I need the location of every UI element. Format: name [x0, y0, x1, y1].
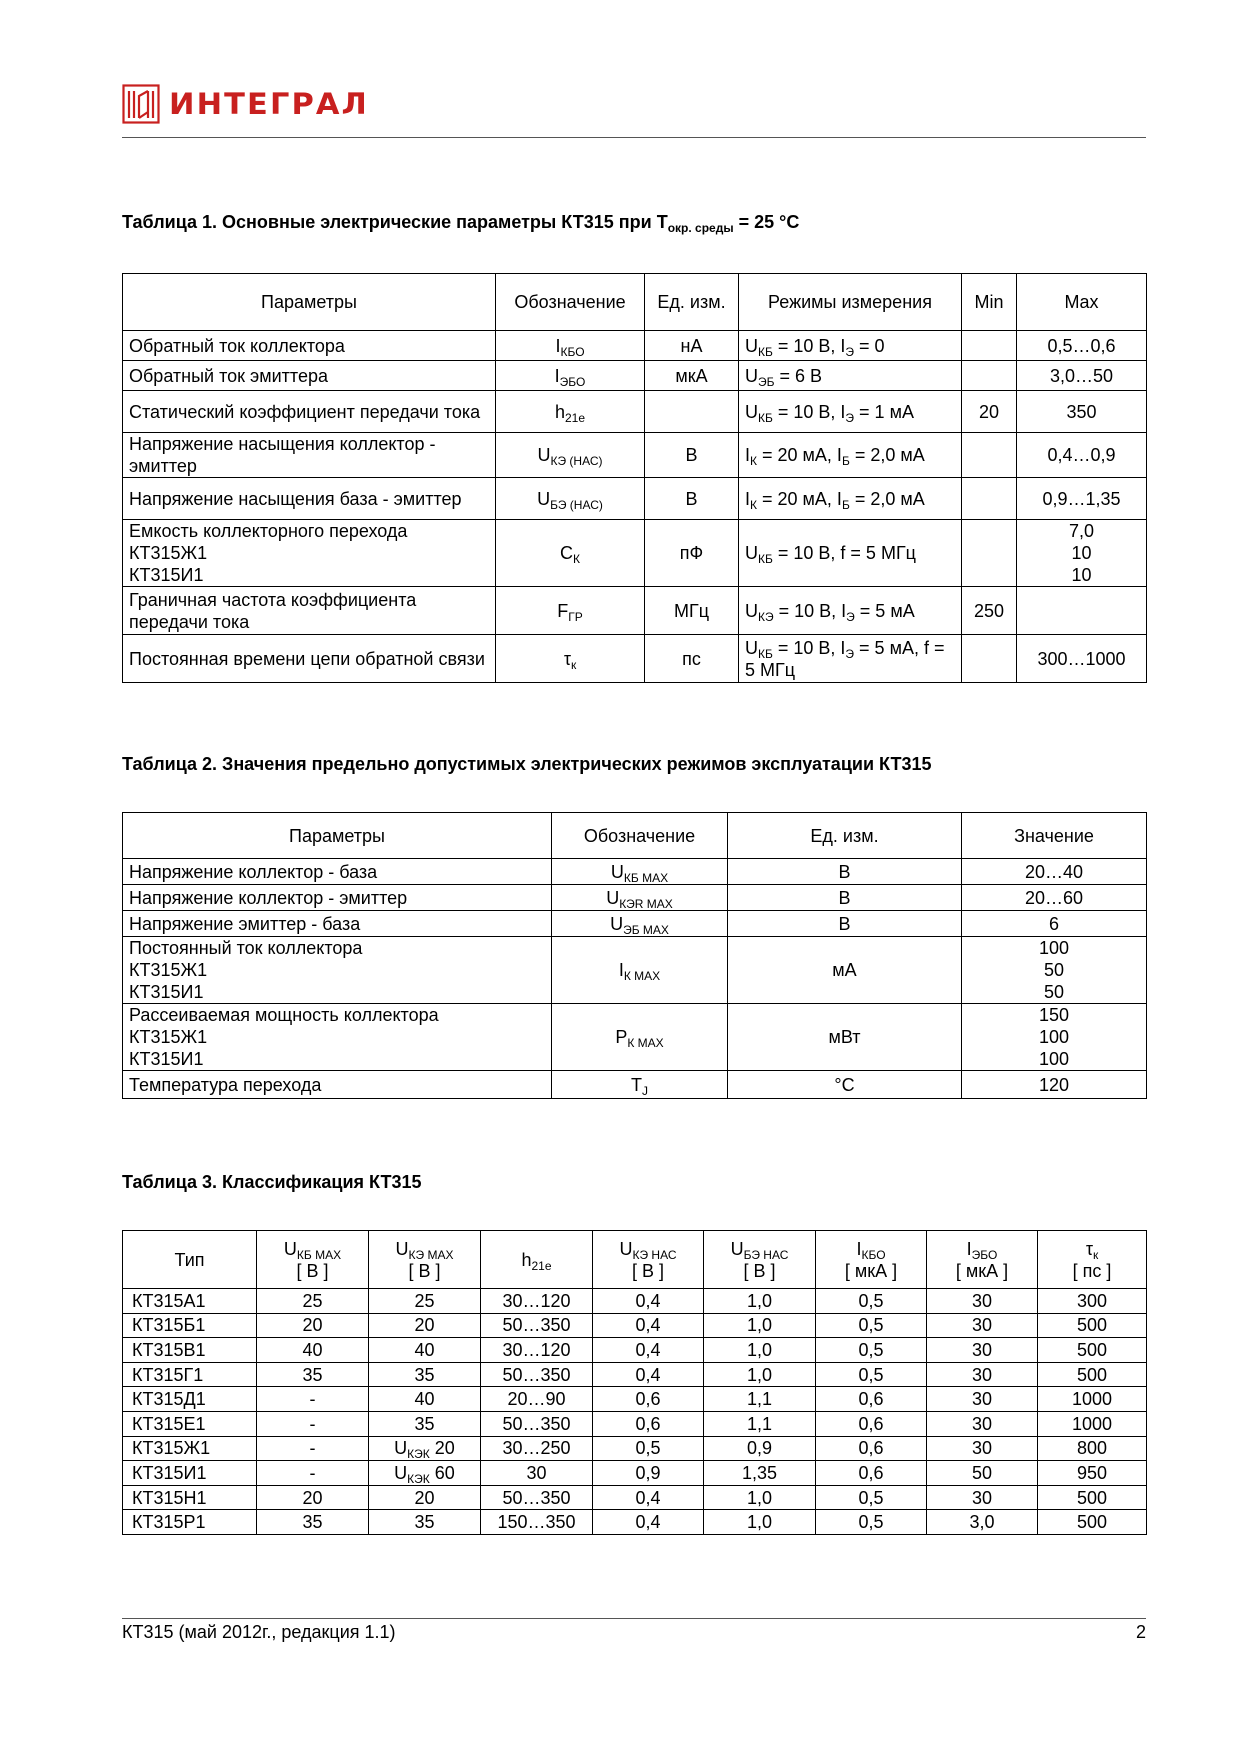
value-cell: 35	[369, 1411, 481, 1436]
value-cell: 500	[1038, 1362, 1147, 1387]
table-header-row	[123, 1231, 1147, 1289]
table2-caption: Таблица 2. Значения предельно допустимых электрических режимов эксплуатации КТ315	[122, 754, 932, 774]
table-row	[123, 520, 1147, 587]
value-cell: 1,1	[704, 1411, 816, 1436]
header-col-0: Тип	[123, 1231, 257, 1289]
min-cell	[962, 478, 1017, 520]
header-param: Параметры	[123, 274, 496, 331]
param-cell: Обратный ток коллектора	[123, 331, 496, 361]
table-row	[123, 911, 1147, 937]
symbol-cell: $F_{ГР}$	[496, 587, 645, 635]
unit-cell: В	[728, 885, 962, 911]
value-cell: -	[257, 1436, 369, 1461]
unit-cell: мВт	[728, 1004, 962, 1071]
value-cell: 1,0	[704, 1338, 816, 1363]
min-cell	[962, 520, 1017, 587]
mode-cell: $U_{ЭБ} = 6$ В	[739, 361, 962, 391]
value-cell: 0,5	[816, 1362, 927, 1387]
value-cell: 30…250	[481, 1436, 593, 1461]
logo-text: ИНТЕГРАЛ	[169, 87, 369, 121]
symbol-cell: $C_К$	[496, 520, 645, 587]
value-cell: 100 50 50	[962, 937, 1147, 1004]
max-cell: 0,9…1,35	[1017, 478, 1147, 520]
param-cell: Постоянная времени цепи обратной связи	[123, 635, 496, 683]
type-cell: КТ315Б1	[123, 1313, 257, 1338]
param-cell: Обратный ток эмиттера	[123, 361, 496, 391]
value-cell: 0,5	[816, 1510, 927, 1535]
value-cell: 35	[257, 1510, 369, 1535]
value-cell: 0,6	[816, 1436, 927, 1461]
symbol-cell: $P_{К MAX}$	[552, 1004, 728, 1071]
footer-divider	[122, 1618, 1146, 1619]
unit-cell: мА	[728, 937, 962, 1004]
table-row	[123, 1289, 1147, 1314]
type-cell: КТ315Д1	[123, 1387, 257, 1412]
max-cell: 0,5…0,6	[1017, 331, 1147, 361]
mode-cell: $U_{КБ} = 10$ В, $I_Э = 1$ мА	[739, 391, 962, 433]
max-cell: 350	[1017, 391, 1147, 433]
value-cell: 30	[927, 1387, 1038, 1412]
param-cell: Напряжение насыщения коллектор - эмиттер	[123, 433, 496, 478]
value-cell: 30	[927, 1313, 1038, 1338]
value-cell: 20…40	[962, 859, 1147, 885]
value-cell: 3,0	[927, 1510, 1038, 1535]
value-cell: 500	[1038, 1510, 1147, 1535]
value-cell: 120	[962, 1071, 1147, 1099]
value-cell: 25	[257, 1289, 369, 1314]
symbol-cell: $U_{КЭ (НАС)}$	[496, 433, 645, 478]
unit-cell: пФ	[645, 520, 739, 587]
header-symbol: Обозначение	[552, 813, 728, 859]
param-cell: Напряжение коллектор - база	[123, 859, 552, 885]
header-divider	[122, 137, 1146, 138]
symbol-cell: $h_{21e}$	[496, 391, 645, 433]
value-cell: 0,5	[816, 1485, 927, 1510]
type-cell: КТ315Р1	[123, 1510, 257, 1535]
param-cell: Температура перехода	[123, 1071, 552, 1099]
value-cell: 30	[481, 1461, 593, 1486]
value-cell: 20…90	[481, 1387, 593, 1412]
header-min: Min	[962, 274, 1017, 331]
param-cell: Емкость коллекторного перехода КТ315Ж1 КТ315И1	[123, 520, 496, 587]
mode-cell: $I_К = 20$ мА, $I_Б = 2,0$ мА	[739, 433, 962, 478]
unit-cell: пс	[645, 635, 739, 683]
unit-cell: В	[645, 478, 739, 520]
header-max: Max	[1017, 274, 1147, 331]
page-number: 2	[1135, 1622, 1146, 1642]
value-cell: 0,4	[593, 1510, 704, 1535]
symbol-cell: $U_{КЭR MAX}$	[552, 885, 728, 911]
value-cell: 20…60	[962, 885, 1147, 911]
table-row	[123, 391, 1147, 433]
header-param: Параметры	[123, 813, 552, 859]
table-row	[123, 1510, 1147, 1535]
value-cell: 0,4	[593, 1313, 704, 1338]
header-col-6: $I_{КБО}$ [ мкА ]	[816, 1231, 927, 1289]
table-row	[123, 1387, 1147, 1412]
value-cell: 6	[962, 911, 1147, 937]
value-cell: 500	[1038, 1338, 1147, 1363]
param-cell: Рассеиваемая мощность коллектора КТ315Ж1 КТ315И1	[123, 1004, 552, 1071]
table-row	[123, 433, 1147, 478]
value-cell: 1,35	[704, 1461, 816, 1486]
value-cell: 500	[1038, 1313, 1147, 1338]
symbol-cell: $U_{ЭБ MAX}$	[552, 911, 728, 937]
value-cell: 1,0	[704, 1362, 816, 1387]
value-cell: 20	[369, 1485, 481, 1510]
table-row	[123, 1436, 1147, 1461]
value-cell: 50…350	[481, 1362, 593, 1387]
symbol-cell: $I_{ЭБО}$	[496, 361, 645, 391]
value-cell: 40	[369, 1387, 481, 1412]
table-row	[123, 1313, 1147, 1338]
param-cell: Напряжение насыщения база - эмиттер	[123, 478, 496, 520]
value-cell: 1,1	[704, 1387, 816, 1412]
min-cell	[962, 433, 1017, 478]
value-cell: 20	[257, 1313, 369, 1338]
footer-document-info: КТ315 (май 2012г., редакция 1.1)	[122, 1622, 396, 1642]
min-cell	[962, 635, 1017, 683]
min-cell	[962, 331, 1017, 361]
value-cell: 0,4	[593, 1338, 704, 1363]
value-cell: 0,6	[816, 1387, 927, 1412]
value-cell: -	[257, 1461, 369, 1486]
param-cell: Постоянный ток коллектора КТ315Ж1 КТ315И1	[123, 937, 552, 1004]
max-cell	[1017, 587, 1147, 635]
param-cell: Граничная частота коэффициента передачи тока	[123, 587, 496, 635]
table-classification	[122, 1230, 1147, 1535]
value-cell: 35	[257, 1362, 369, 1387]
value-cell: 0,4	[593, 1289, 704, 1314]
unit-cell: нА	[645, 331, 739, 361]
unit-cell	[645, 391, 739, 433]
type-cell: КТ315Е1	[123, 1411, 257, 1436]
value-cell: 20	[369, 1313, 481, 1338]
value-cell: 50…350	[481, 1485, 593, 1510]
header-unit: Ед. изм.	[728, 813, 962, 859]
table-header-row	[123, 813, 1147, 859]
value-cell: 0,9	[593, 1461, 704, 1486]
mode-cell: $U_{КЭ} = 10$ В, $I_Э = 5$ мА	[739, 587, 962, 635]
value-cell: -	[257, 1411, 369, 1436]
mode-cell: $U_{КБ} = 10$ В, $I_Э = 5$ мА, f = 5 МГц	[739, 635, 962, 683]
value-cell: 150 100 100	[962, 1004, 1147, 1071]
value-cell: $U_{КЭК}$ 60	[369, 1461, 481, 1486]
value-cell: 0,5	[816, 1338, 927, 1363]
param-cell: Статический коэффициент передачи тока	[123, 391, 496, 433]
header-symbol: Обозначение	[496, 274, 645, 331]
value-cell: 0,4	[593, 1485, 704, 1510]
value-cell: 0,5	[593, 1436, 704, 1461]
table-electrical-parameters	[122, 273, 1147, 683]
table-row	[123, 1338, 1147, 1363]
table-row	[123, 635, 1147, 683]
value-cell: 25	[369, 1289, 481, 1314]
param-cell: Напряжение коллектор - эмиттер	[123, 885, 552, 911]
integral-logo-icon	[122, 84, 160, 124]
value-cell: $U_{КЭК}$ 20	[369, 1436, 481, 1461]
symbol-cell: $U_{КБ MAX}$	[552, 859, 728, 885]
unit-cell: °C	[728, 1071, 962, 1099]
table-row	[123, 1071, 1147, 1099]
min-cell: 250	[962, 587, 1017, 635]
symbol-cell: $\tau_к$	[496, 635, 645, 683]
value-cell: 0,6	[593, 1387, 704, 1412]
unit-cell: В	[645, 433, 739, 478]
value-cell: 0,6	[816, 1461, 927, 1486]
unit-cell: В	[728, 859, 962, 885]
table-row	[123, 937, 1147, 1004]
value-cell: 30…120	[481, 1289, 593, 1314]
symbol-cell: $I_{К MAX}$	[552, 937, 728, 1004]
value-cell: 50…350	[481, 1411, 593, 1436]
value-cell: 30	[927, 1289, 1038, 1314]
value-cell: 30	[927, 1362, 1038, 1387]
table-row	[123, 1461, 1147, 1486]
symbol-cell: $I_{КБО}$	[496, 331, 645, 361]
max-cell: 7,0 10 10	[1017, 520, 1147, 587]
table-row	[123, 1411, 1147, 1436]
table-row	[123, 1485, 1147, 1510]
type-cell: КТ315А1	[123, 1289, 257, 1314]
value-cell: 0,5	[816, 1289, 927, 1314]
header-unit: Ед. изм.	[645, 274, 739, 331]
value-cell: 20	[257, 1485, 369, 1510]
value-cell: 30	[927, 1436, 1038, 1461]
value-cell: 0,6	[816, 1411, 927, 1436]
value-cell: 0,5	[816, 1313, 927, 1338]
value-cell: 950	[1038, 1461, 1147, 1486]
value-cell: 0,4	[593, 1362, 704, 1387]
value-cell: 800	[1038, 1436, 1147, 1461]
table-row	[123, 1362, 1147, 1387]
mode-cell: $U_{КБ} = 10$ В, $I_Э = 0$	[739, 331, 962, 361]
value-cell: 35	[369, 1510, 481, 1535]
max-cell: 3,0…50	[1017, 361, 1147, 391]
type-cell: КТ315И1	[123, 1461, 257, 1486]
table1-caption: Таблица 1. Основные электрические параметры КТ315 при $T_{окр. среды} = 25$ °C	[122, 212, 800, 235]
value-cell: 300	[1038, 1289, 1147, 1314]
value-cell: 150…350	[481, 1510, 593, 1535]
table-row	[123, 859, 1147, 885]
value-cell: 30…120	[481, 1338, 593, 1363]
value-cell: 50	[927, 1461, 1038, 1486]
symbol-cell: $U_{БЭ (НАС)}$	[496, 478, 645, 520]
header-col-2: $U_{КЭ MAX}$ [ В ]	[369, 1231, 481, 1289]
type-cell: КТ315В1	[123, 1338, 257, 1363]
table-header-row	[123, 274, 1147, 331]
symbol-cell: $T_J$	[552, 1071, 728, 1099]
max-cell: 300…1000	[1017, 635, 1147, 683]
value-cell: 40	[257, 1338, 369, 1363]
header-col-5: $U_{БЭ НАС}$ [ В ]	[704, 1231, 816, 1289]
unit-cell: В	[728, 911, 962, 937]
table-row	[123, 478, 1147, 520]
table-row	[123, 885, 1147, 911]
value-cell: 50…350	[481, 1313, 593, 1338]
table-row	[123, 587, 1147, 635]
value-cell: 30	[927, 1411, 1038, 1436]
value-cell: 35	[369, 1362, 481, 1387]
header-col-1: $U_{КБ MAX}$ [ В ]	[257, 1231, 369, 1289]
header-value: Значение	[962, 813, 1147, 859]
mode-cell: $U_{КБ} = 10$ В, f = 5 МГц	[739, 520, 962, 587]
type-cell: КТ315Ж1	[123, 1436, 257, 1461]
value-cell: 1000	[1038, 1411, 1147, 1436]
mode-cell: $I_К = 20$ мА, $I_Б = 2,0$ мА	[739, 478, 962, 520]
header-col-7: $I_{ЭБО}$ [ мкА ]	[927, 1231, 1038, 1289]
logo	[122, 82, 369, 126]
value-cell: 40	[369, 1338, 481, 1363]
table-row	[123, 331, 1147, 361]
value-cell: 500	[1038, 1485, 1147, 1510]
value-cell: 0,9	[704, 1436, 816, 1461]
header-mode: Режимы измерения	[739, 274, 962, 331]
header-col-8: $\tau_к$ [ пс ]	[1038, 1231, 1147, 1289]
value-cell: 30	[927, 1485, 1038, 1510]
max-cell: 0,4…0,9	[1017, 433, 1147, 478]
type-cell: КТ315Г1	[123, 1362, 257, 1387]
value-cell: 30	[927, 1338, 1038, 1363]
value-cell: 1000	[1038, 1387, 1147, 1412]
header-col-4: $U_{КЭ НАС}$ [ В ]	[593, 1231, 704, 1289]
min-cell: 20	[962, 391, 1017, 433]
table-maximum-ratings	[122, 812, 1147, 1099]
table-row	[123, 361, 1147, 391]
value-cell: 1,0	[704, 1485, 816, 1510]
value-cell: 1,0	[704, 1289, 816, 1314]
value-cell: 1,0	[704, 1313, 816, 1338]
value-cell: 1,0	[704, 1510, 816, 1535]
value-cell: -	[257, 1387, 369, 1412]
min-cell	[962, 361, 1017, 391]
header-col-3: $h_{21e}$	[481, 1231, 593, 1289]
unit-cell: мкА	[645, 361, 739, 391]
unit-cell: МГц	[645, 587, 739, 635]
type-cell: КТ315Н1	[123, 1485, 257, 1510]
table3-caption: Таблица 3. Классификация КТ315	[122, 1172, 422, 1192]
table-row	[123, 1004, 1147, 1071]
value-cell: 0,6	[593, 1411, 704, 1436]
param-cell: Напряжение эмиттер - база	[123, 911, 552, 937]
